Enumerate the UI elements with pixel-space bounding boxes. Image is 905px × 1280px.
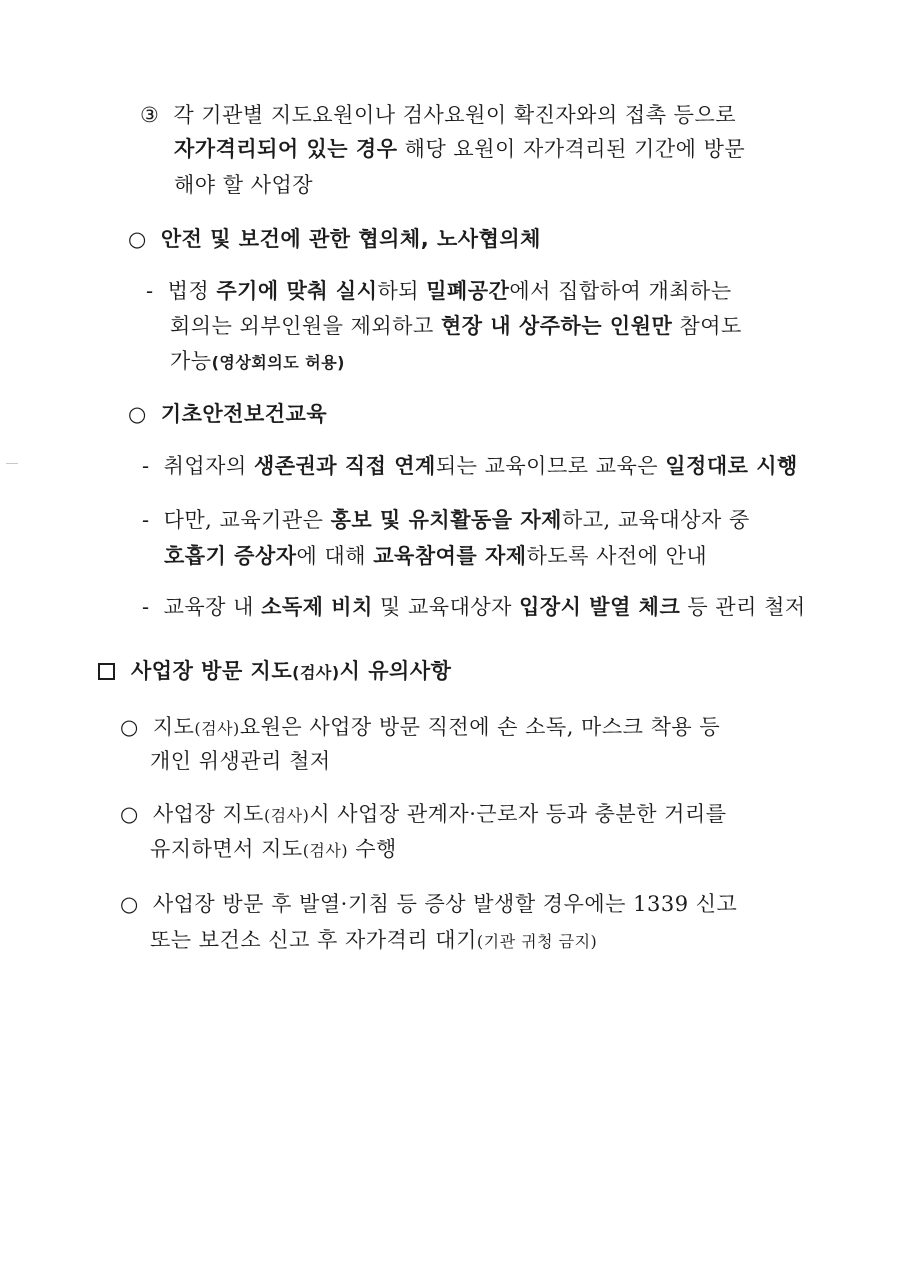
- circle-bullet-icon: ○: [120, 715, 139, 739]
- visit-item-1-line-1: ○ 지도(검사)요원은 사업장 방문 직전에 손 소독, 마스크 착용 등: [120, 712, 720, 744]
- edu-bullet-3: - 교육장 내 소독제 비치 및 교육대상자 입장시 발열 체크 등 관리 철저: [142, 592, 806, 622]
- circle-bullet-icon: ○: [120, 802, 139, 826]
- safety-bullet-line-2: 회의는 외부인원을 제외하고 현장 내 상주하는 인원만 참여도: [170, 314, 742, 338]
- edu-bullet-2-line-2: 호흡기 증상자에 대해 교육참여를 자제하도록 사전에 안내: [164, 544, 708, 568]
- scan-artifact: [6, 463, 18, 464]
- edu-section-title: ○ 기초안전보건교육: [128, 399, 327, 429]
- dash-bullet: -: [142, 595, 150, 619]
- visit-item-3-line-1: ○ 사업장 방문 후 발열·기침 등 증상 발생할 경우에는 1339 신고: [120, 889, 737, 919]
- circled-number-3-icon: ③: [140, 103, 160, 127]
- visit-item-2-line-2: 유지하면서 지도(검사) 수행: [150, 837, 397, 861]
- dash-bullet: -: [142, 454, 150, 478]
- visit-section-title: 사업장 방문 지도(검사)시 유의사항: [98, 656, 451, 688]
- dash-bullet: -: [142, 508, 150, 532]
- circle-bullet-icon: ○: [128, 402, 147, 426]
- visit-item-2-line-1: ○ 사업장 지도(검사)시 사업장 관계자·근로자 등과 충분한 거리를: [120, 799, 727, 831]
- safety-bullet-line-3: 가능(영상회의도 허용): [170, 349, 345, 373]
- item3-line-1: ③ 각 기관별 지도요원이나 검사요원이 확진자와의 접촉 등으로: [140, 100, 736, 130]
- dash-bullet: -: [146, 279, 154, 303]
- circle-bullet-icon: ○: [120, 892, 139, 916]
- square-bullet-icon: [98, 663, 115, 680]
- visit-item-1-line-2: 개인 위생관리 철저: [150, 749, 331, 773]
- item3-line-2: 자가격리되어 있는 경우 해당 요원이 자가격리된 기간에 방문: [174, 137, 746, 161]
- visit-item-3-line-2: 또는 보건소 신고 후 자가격리 대기(기관 귀청 금지): [150, 928, 598, 952]
- circle-bullet-icon: ○: [128, 227, 147, 251]
- safety-section-title: ○ 안전 및 보건에 관한 협의체, 노사협의체: [128, 224, 541, 254]
- safety-bullet-line-1: - 법정 주기에 맞춰 실시하되 밀폐공간에서 집합하여 개최하는: [146, 276, 732, 306]
- edu-bullet-2-line-1: - 다만, 교육기관은 홍보 및 유치활동을 자제하고, 교육대상자 중: [142, 505, 750, 535]
- item3-line-3: 해야 할 사업장: [174, 173, 314, 197]
- edu-bullet-1: - 취업자의 생존권과 직접 연계되는 교육이므로 교육은 일정대로 시행: [142, 451, 798, 481]
